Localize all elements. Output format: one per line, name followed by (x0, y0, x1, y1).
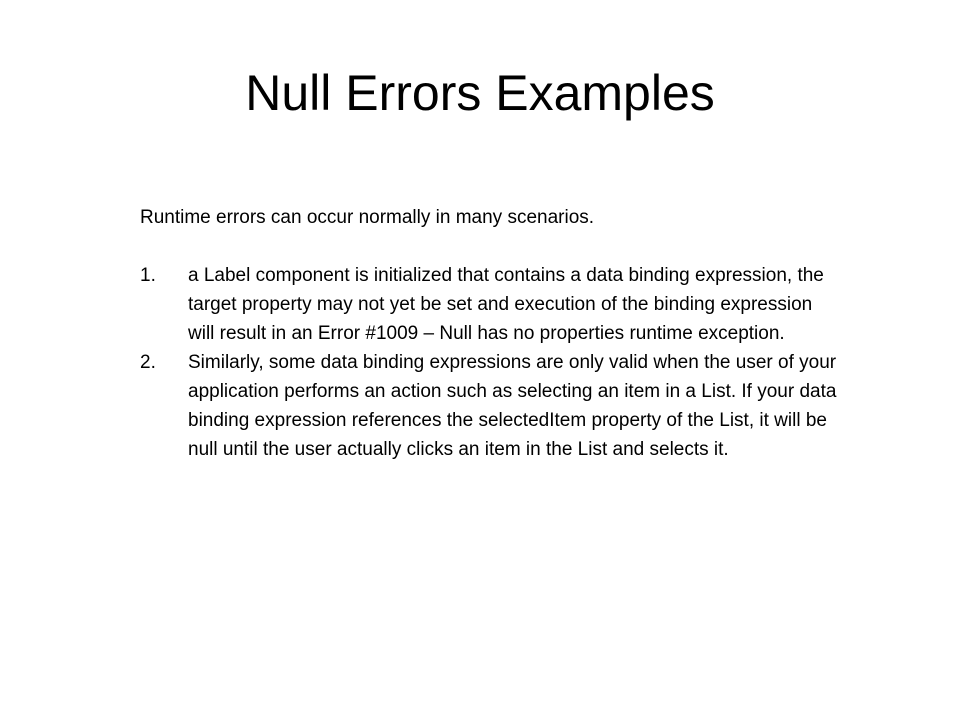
list-item-number: 1. (140, 265, 156, 286)
list-item-number: 2. (140, 352, 156, 373)
list-item-text: a Label component is initialized that contains a data binding expression, the target property may not yet be set and execution of the binding expression will result in an Error #1009 – Null has no properties runtime exception. (188, 265, 824, 344)
slide-body (140, 203, 840, 464)
numbered-list (140, 261, 840, 464)
list-item-text: Similarly, some data binding expressions are only valid when the user of your application performs an action such as selecting an item in a List. If your data binding expression references the selectedItem property of the List, it will be null until the user actually clicks an item in the List and selects it. (188, 352, 837, 460)
list-item (140, 348, 840, 464)
intro-paragraph: Runtime errors can occur normally in many scenarios. (140, 207, 595, 228)
list-item (140, 261, 840, 348)
slide-title: Null Errors Examples (245, 65, 715, 121)
